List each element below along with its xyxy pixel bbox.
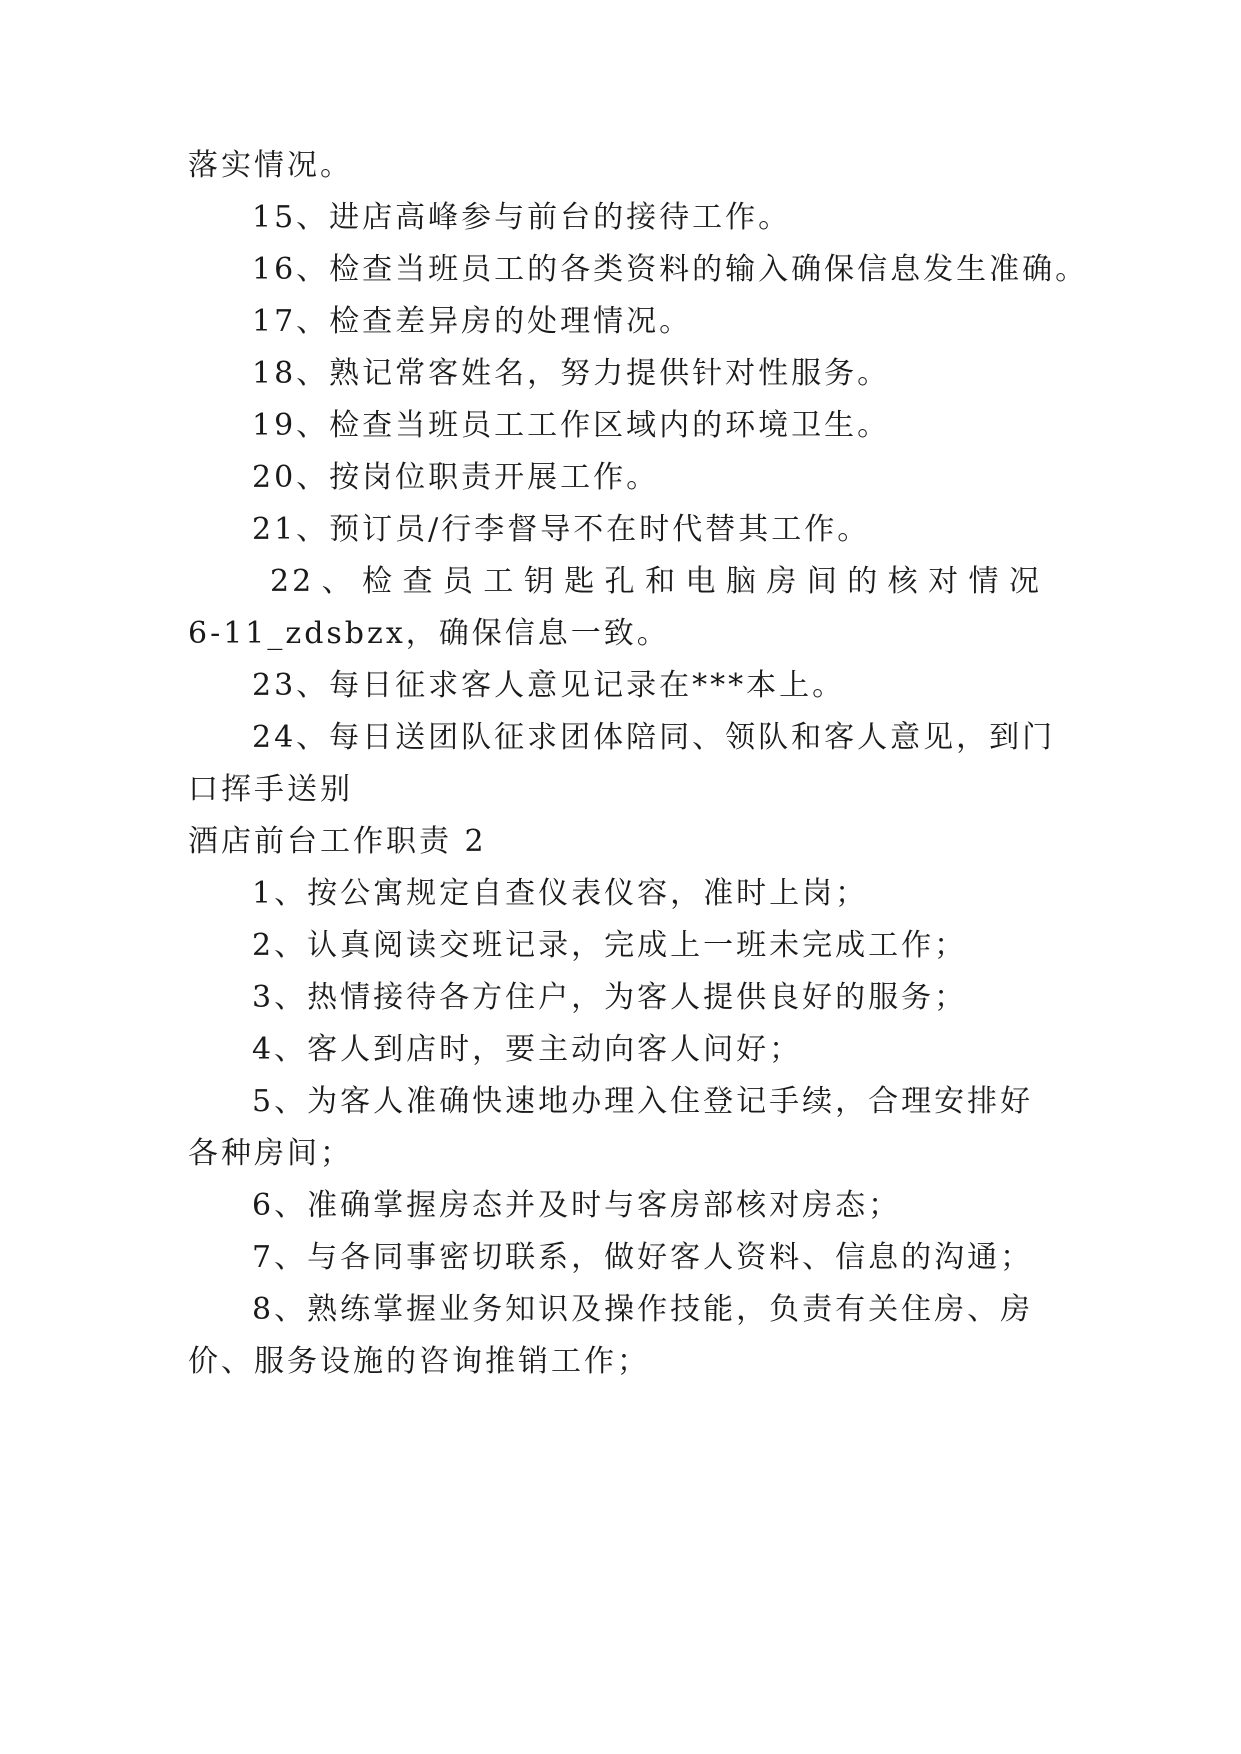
text-line: 价、服务设施的咨询推销工作； — [188, 1344, 650, 1379]
text-line: 各种房间； — [188, 1136, 353, 1171]
text-line: 6-11_zdsbzx，确保信息一致。 — [188, 616, 670, 651]
list-item: 6、准确掌握房态并及时与客房部核对房态； — [252, 1188, 902, 1223]
list-item: 1、按公寓规定自查仪表仪容，准时上岗； — [252, 876, 869, 911]
list-item: 8、熟练掌握业务知识及操作技能，负责有关住房、房 — [252, 1292, 1034, 1327]
text-line: 落实情况。 — [188, 148, 353, 183]
list-item: 19、检查当班员工工作区域内的环境卫生。 — [252, 408, 891, 443]
list-item: 22、检查员工钥匙孔和电脑房间的核对情况 — [270, 564, 1042, 599]
list-item: 5、为客人准确快速地办理入住登记手续，合理安排好 — [252, 1084, 1034, 1119]
list-item: 23、每日征求客人意见记录在***本上。 — [252, 668, 846, 703]
list-item: 7、与各同事密切联系，做好客人资料、信息的沟通； — [252, 1240, 1034, 1275]
section-heading: 酒店前台工作职责 2 — [188, 824, 487, 859]
list-item: 2、认真阅读交班记录，完成上一班未完成工作； — [252, 928, 968, 963]
list-item: 16、检查当班员工的各类资料的输入确保信息发生准确。 — [252, 252, 1089, 287]
list-item: 3、热情接待各方住户，为客人提供良好的服务； — [252, 980, 968, 1015]
list-item: 15、进店高峰参与前台的接待工作。 — [252, 200, 792, 235]
list-item: 4、客人到店时，要主动向客人问好； — [252, 1032, 803, 1067]
list-item: 17、检查差异房的处理情况。 — [252, 304, 693, 339]
text-line: 口挥手送别 — [188, 772, 353, 807]
list-item: 21、预订员/行李督导不在时代替其工作。 — [252, 512, 871, 547]
list-item: 24、每日送团队征求团体陪同、领队和客人意见，到门 — [252, 720, 1056, 755]
list-item: 20、按岗位职责开展工作。 — [252, 460, 660, 495]
list-item: 18、熟记常客姓名，努力提供针对性服务。 — [252, 356, 891, 391]
